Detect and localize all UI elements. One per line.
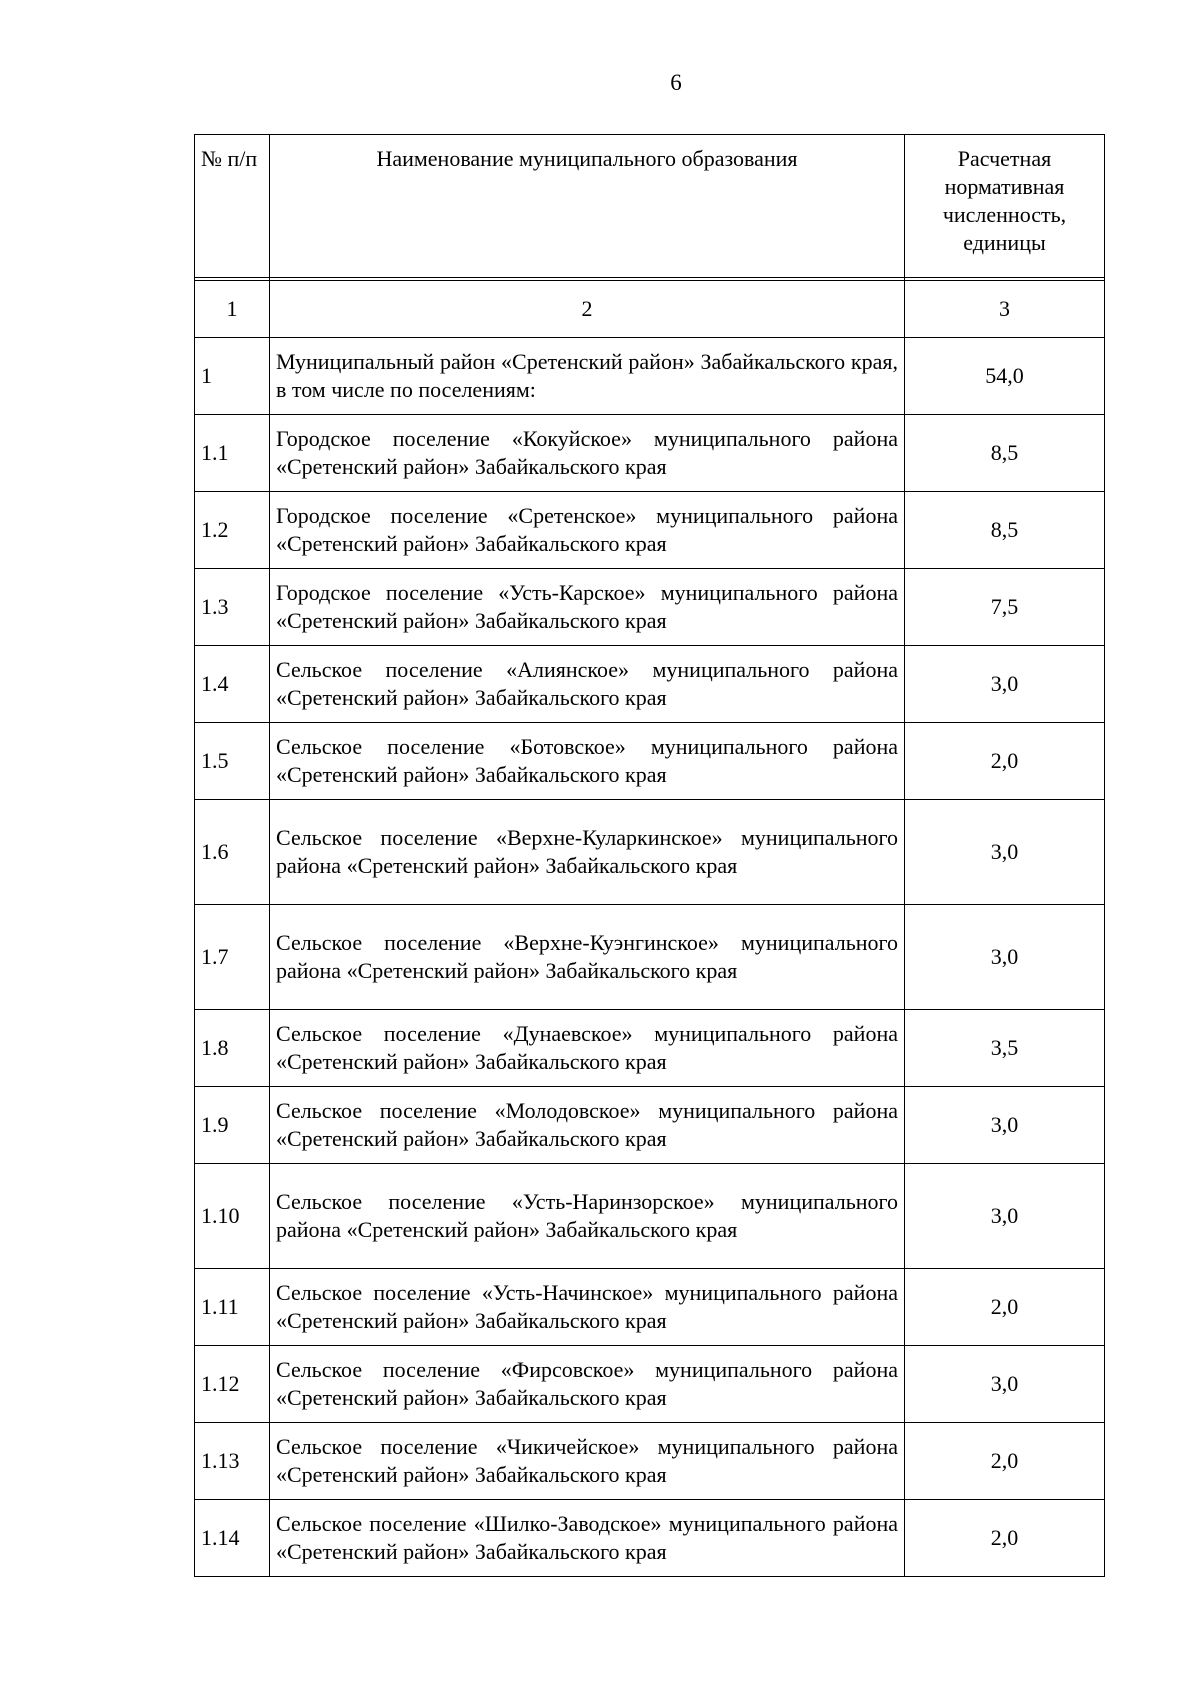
row-value: 2,0 (905, 1423, 1105, 1500)
row-name: Сельское поселение «Шилко-Заводское» муниципального района «Сретенский район» Забайкальского края (270, 1500, 905, 1577)
row-name: Сельское поселение «Фирсовское» муниципального района «Сретенский район» Забайкальского края (270, 1346, 905, 1423)
row-number: 1.12 (195, 1346, 270, 1423)
row-number: 1.11 (195, 1269, 270, 1346)
table-row (195, 338, 1105, 415)
row-value: 3,0 (905, 1164, 1105, 1269)
row-number: 1.14 (195, 1500, 270, 1577)
row-number: 1.9 (195, 1087, 270, 1164)
row-number: 1.1 (195, 415, 270, 492)
row-number: 1.6 (195, 800, 270, 905)
row-value: 3,0 (905, 1346, 1105, 1423)
header-name: Наименование муниципального образования (270, 135, 905, 278)
table-row (195, 1269, 1105, 1346)
row-value: 3,0 (905, 1087, 1105, 1164)
row-number: 1.3 (195, 569, 270, 646)
table-row (195, 1423, 1105, 1500)
row-value: 2,0 (905, 1269, 1105, 1346)
row-name: Муниципальный район «Сретенский район» Забайкальского края, в том числе по поселениям: (270, 338, 905, 415)
header-value: Расчетная нормативная численность, единицы (905, 135, 1105, 278)
row-value: 2,0 (905, 1500, 1105, 1577)
row-value: 7,5 (905, 569, 1105, 646)
row-number: 1.5 (195, 723, 270, 800)
row-number: 1.4 (195, 646, 270, 723)
table-row (195, 492, 1105, 569)
table-row (195, 1346, 1105, 1423)
page-number: 6 (670, 70, 682, 95)
row-value: 3,0 (905, 800, 1105, 905)
table-row (195, 1164, 1105, 1269)
row-number: 1.7 (195, 905, 270, 1010)
table-row (195, 415, 1105, 492)
row-name: Городское поселение «Сретенское» муниципального района «Сретенский район» Забайкальского края (270, 492, 905, 569)
table-row (195, 1087, 1105, 1164)
column-index: 2 (270, 281, 905, 338)
row-name: Сельское поселение «Молодовское» муниципального района «Сретенский район» Забайкальского края (270, 1087, 905, 1164)
row-value: 3,0 (905, 646, 1105, 723)
table-row (195, 569, 1105, 646)
row-name: Сельское поселение «Усть-Наринзорское» муниципального района «Сретенский район» Забайкальского края (270, 1164, 905, 1269)
column-index: 3 (905, 281, 1105, 338)
table-row (195, 800, 1105, 905)
row-number: 1.8 (195, 1010, 270, 1087)
row-name: Сельское поселение «Усть-Начинское» муниципального района «Сретенский район» Забайкальского края (270, 1269, 905, 1346)
row-value: 3,0 (905, 905, 1105, 1010)
row-value: 54,0 (905, 338, 1105, 415)
row-name: Сельское поселение «Ботовское» муниципального района «Сретенский район» Забайкальского края (270, 723, 905, 800)
row-number: 1.2 (195, 492, 270, 569)
column-index: 1 (195, 281, 270, 338)
row-name: Сельское поселение «Чикичейское» муниципального района «Сретенский район» Забайкальского края (270, 1423, 905, 1500)
row-value: 8,5 (905, 492, 1105, 569)
row-value: 3,5 (905, 1010, 1105, 1087)
staffing-table (194, 134, 1105, 1577)
column-index-row (195, 281, 1105, 338)
header-number: № п/п (195, 135, 270, 278)
row-number: 1 (195, 338, 270, 415)
table-row (195, 1500, 1105, 1577)
row-value: 8,5 (905, 415, 1105, 492)
row-number: 1.10 (195, 1164, 270, 1269)
table-row (195, 905, 1105, 1010)
row-name: Городское поселение «Усть-Карское» муниципального района «Сретенский район» Забайкальского края (270, 569, 905, 646)
table-row (195, 1010, 1105, 1087)
row-name: Сельское поселение «Верхне-Куларкинское» муниципального района «Сретенский район» Забайкальского края (270, 800, 905, 905)
table-row (195, 723, 1105, 800)
row-name: Сельское поселение «Дунаевское» муниципального района «Сретенский район» Забайкальского края (270, 1010, 905, 1087)
row-number: 1.13 (195, 1423, 270, 1500)
row-name: Городское поселение «Кокуйское» муниципального района «Сретенский район» Забайкальского края (270, 415, 905, 492)
table-row (195, 646, 1105, 723)
row-value: 2,0 (905, 723, 1105, 800)
table-header-row (195, 135, 1105, 278)
row-name: Сельское поселение «Верхне-Куэнгинское» муниципального района «Сретенский район» Забайкальского края (270, 905, 905, 1010)
row-name: Сельское поселение «Алиянское» муниципального района «Сретенский район» Забайкальского края (270, 646, 905, 723)
